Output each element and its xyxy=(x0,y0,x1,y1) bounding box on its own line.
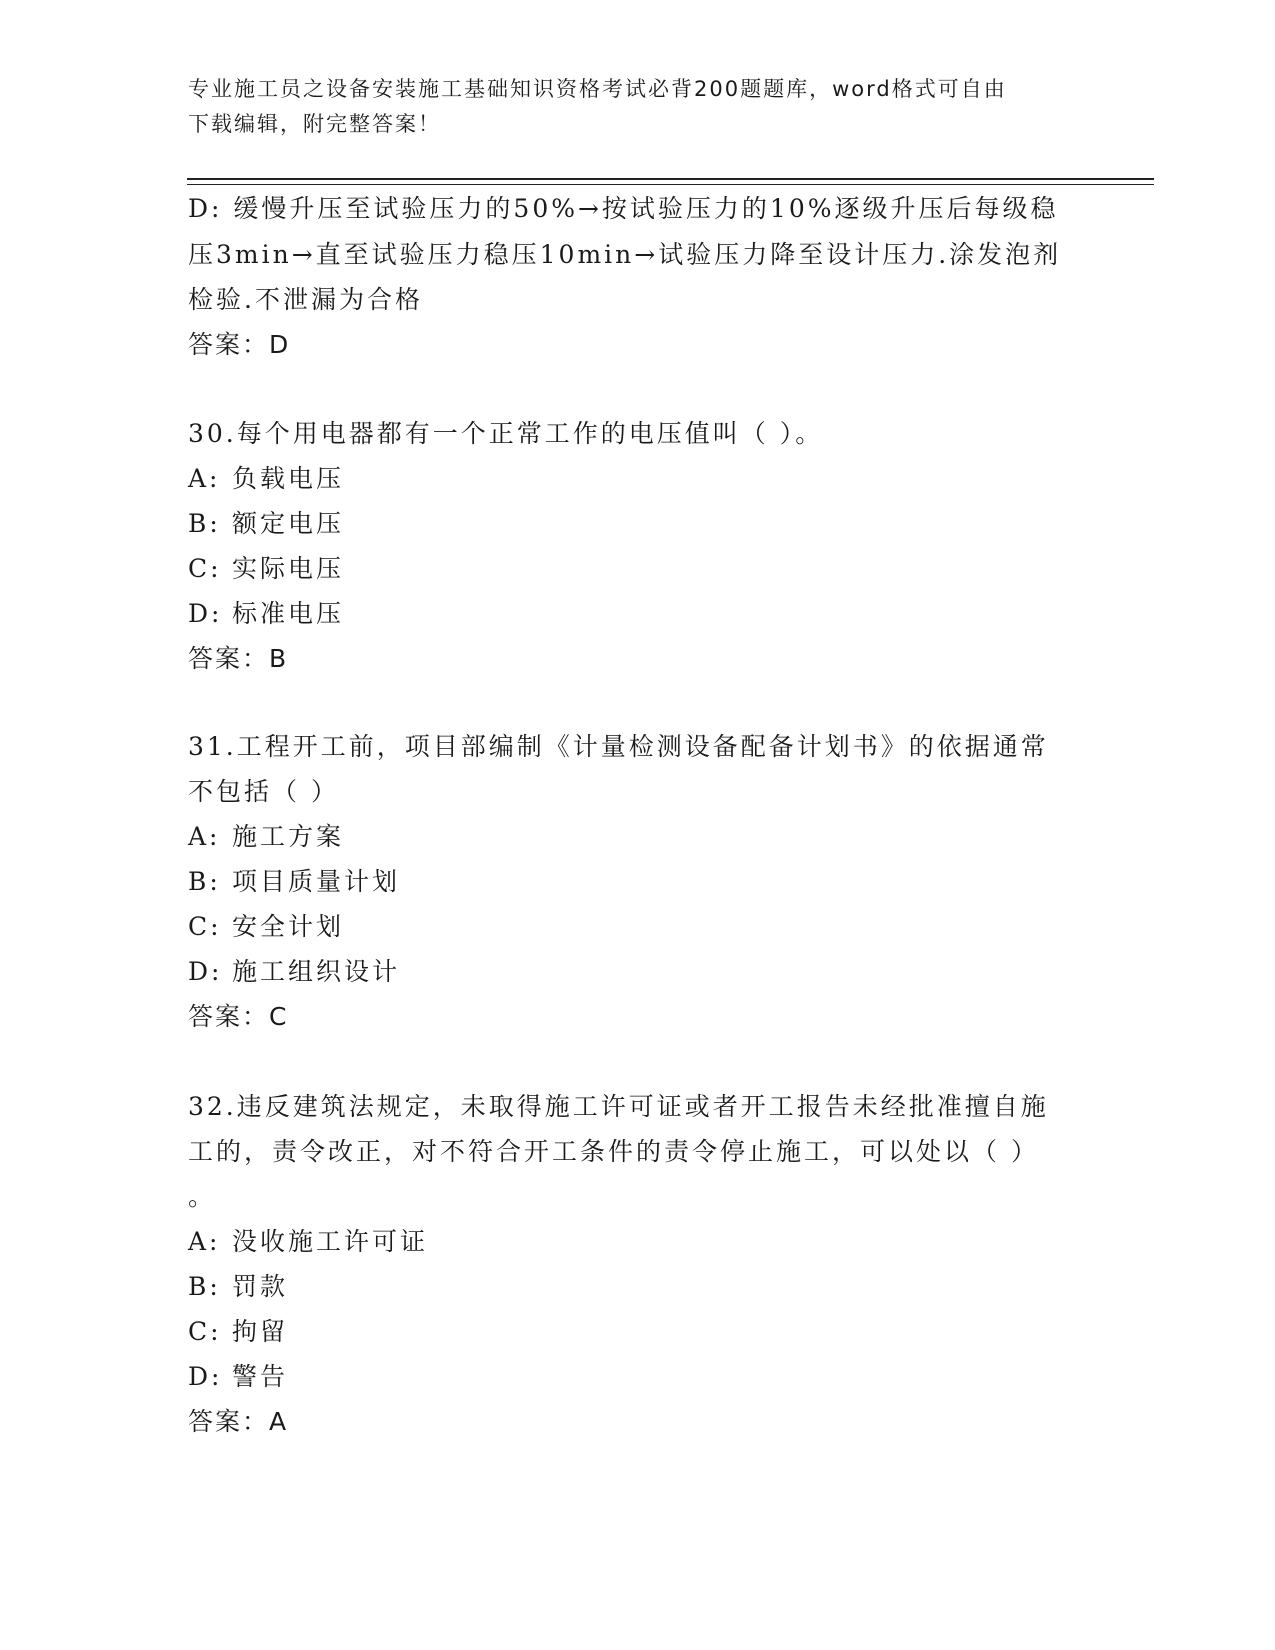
option-text: 施工方案 xyxy=(232,822,345,851)
option-a xyxy=(188,1219,1073,1265)
question-stem-line-2: 工的，责令改正，对不符合开工条件的责令停止施工，可以处以（ ） xyxy=(188,1137,1039,1166)
option-text: 安全计划 xyxy=(232,912,345,941)
option-text: 标准电压 xyxy=(232,599,345,628)
option-key: C: xyxy=(188,1317,222,1346)
option-key: A: xyxy=(188,464,221,493)
option-key: B: xyxy=(188,867,221,896)
question-stem: 30.每个用电器都有一个正常工作的电压值叫（ ）。 xyxy=(188,419,824,448)
question-stem-line-2: 不包括（ ） xyxy=(188,777,339,806)
header-line-1: 专业施工员之设备安装施工基础知识资格考试必背200题题库，word格式可自由 xyxy=(188,77,1007,101)
option-text: 实际电压 xyxy=(232,554,345,583)
option-text: 额定电压 xyxy=(232,509,345,538)
option-key: D: xyxy=(188,1362,223,1391)
answer: 答案：B xyxy=(188,644,289,673)
option-key: D: xyxy=(188,599,223,628)
option-d xyxy=(188,1354,1073,1400)
option-a xyxy=(188,456,1073,502)
question-stem-line-1: 31.工程开工前，项目部编制《计量检测设备配备计划书》的依据通常 xyxy=(188,732,1049,761)
option-key: C: xyxy=(188,912,222,941)
answer: 答案：C xyxy=(188,1002,289,1031)
option-key: B: xyxy=(188,1272,221,1301)
option-key: C: xyxy=(188,554,222,583)
option-a xyxy=(188,814,1073,860)
option-text: 项目质量计划 xyxy=(232,867,401,896)
option-key: A: xyxy=(188,822,221,851)
question-stem-line-3: 。 xyxy=(188,1182,217,1211)
option-text: 负载电压 xyxy=(232,464,345,493)
option-c xyxy=(188,546,1073,592)
option-d xyxy=(188,591,1073,637)
document-header xyxy=(188,72,1068,142)
answer: 答案：A xyxy=(188,1407,289,1436)
option-text: 警告 xyxy=(232,1362,289,1391)
prev-option-d-line-2: 压3min→直至试验压力稳压10min→试验压力降至设计压力.涂发泡剂 xyxy=(188,240,1062,269)
option-c xyxy=(188,1309,1073,1355)
header-divider-thick xyxy=(187,178,1154,180)
option-b xyxy=(188,501,1073,547)
option-key: D: xyxy=(188,957,223,986)
option-c xyxy=(188,904,1073,950)
option-b xyxy=(188,859,1073,905)
option-key: A: xyxy=(188,1227,221,1256)
header-divider-thin xyxy=(187,184,1154,185)
question-stem-line-1: 32.违反建筑法规定，未取得施工许可证或者开工报告未经批准擅自施 xyxy=(188,1092,1049,1121)
prev-option-d-line-3: 检验.不泄漏为合格 xyxy=(188,285,423,314)
option-key: B: xyxy=(188,509,221,538)
prev-answer: 答案：D xyxy=(188,330,291,359)
option-text: 拘留 xyxy=(232,1317,289,1346)
option-b xyxy=(188,1264,1073,1310)
option-text: 罚款 xyxy=(232,1272,289,1301)
header-line-2: 下载编辑，附完整答案！ xyxy=(188,112,441,136)
option-text: 没收施工许可证 xyxy=(232,1227,429,1256)
option-d xyxy=(188,949,1073,995)
prev-option-d-line-1: D: 缓慢升压至试验压力的50%→按试验压力的10%逐级升压后每级稳 xyxy=(188,194,1059,223)
option-text: 施工组织设计 xyxy=(232,957,401,986)
